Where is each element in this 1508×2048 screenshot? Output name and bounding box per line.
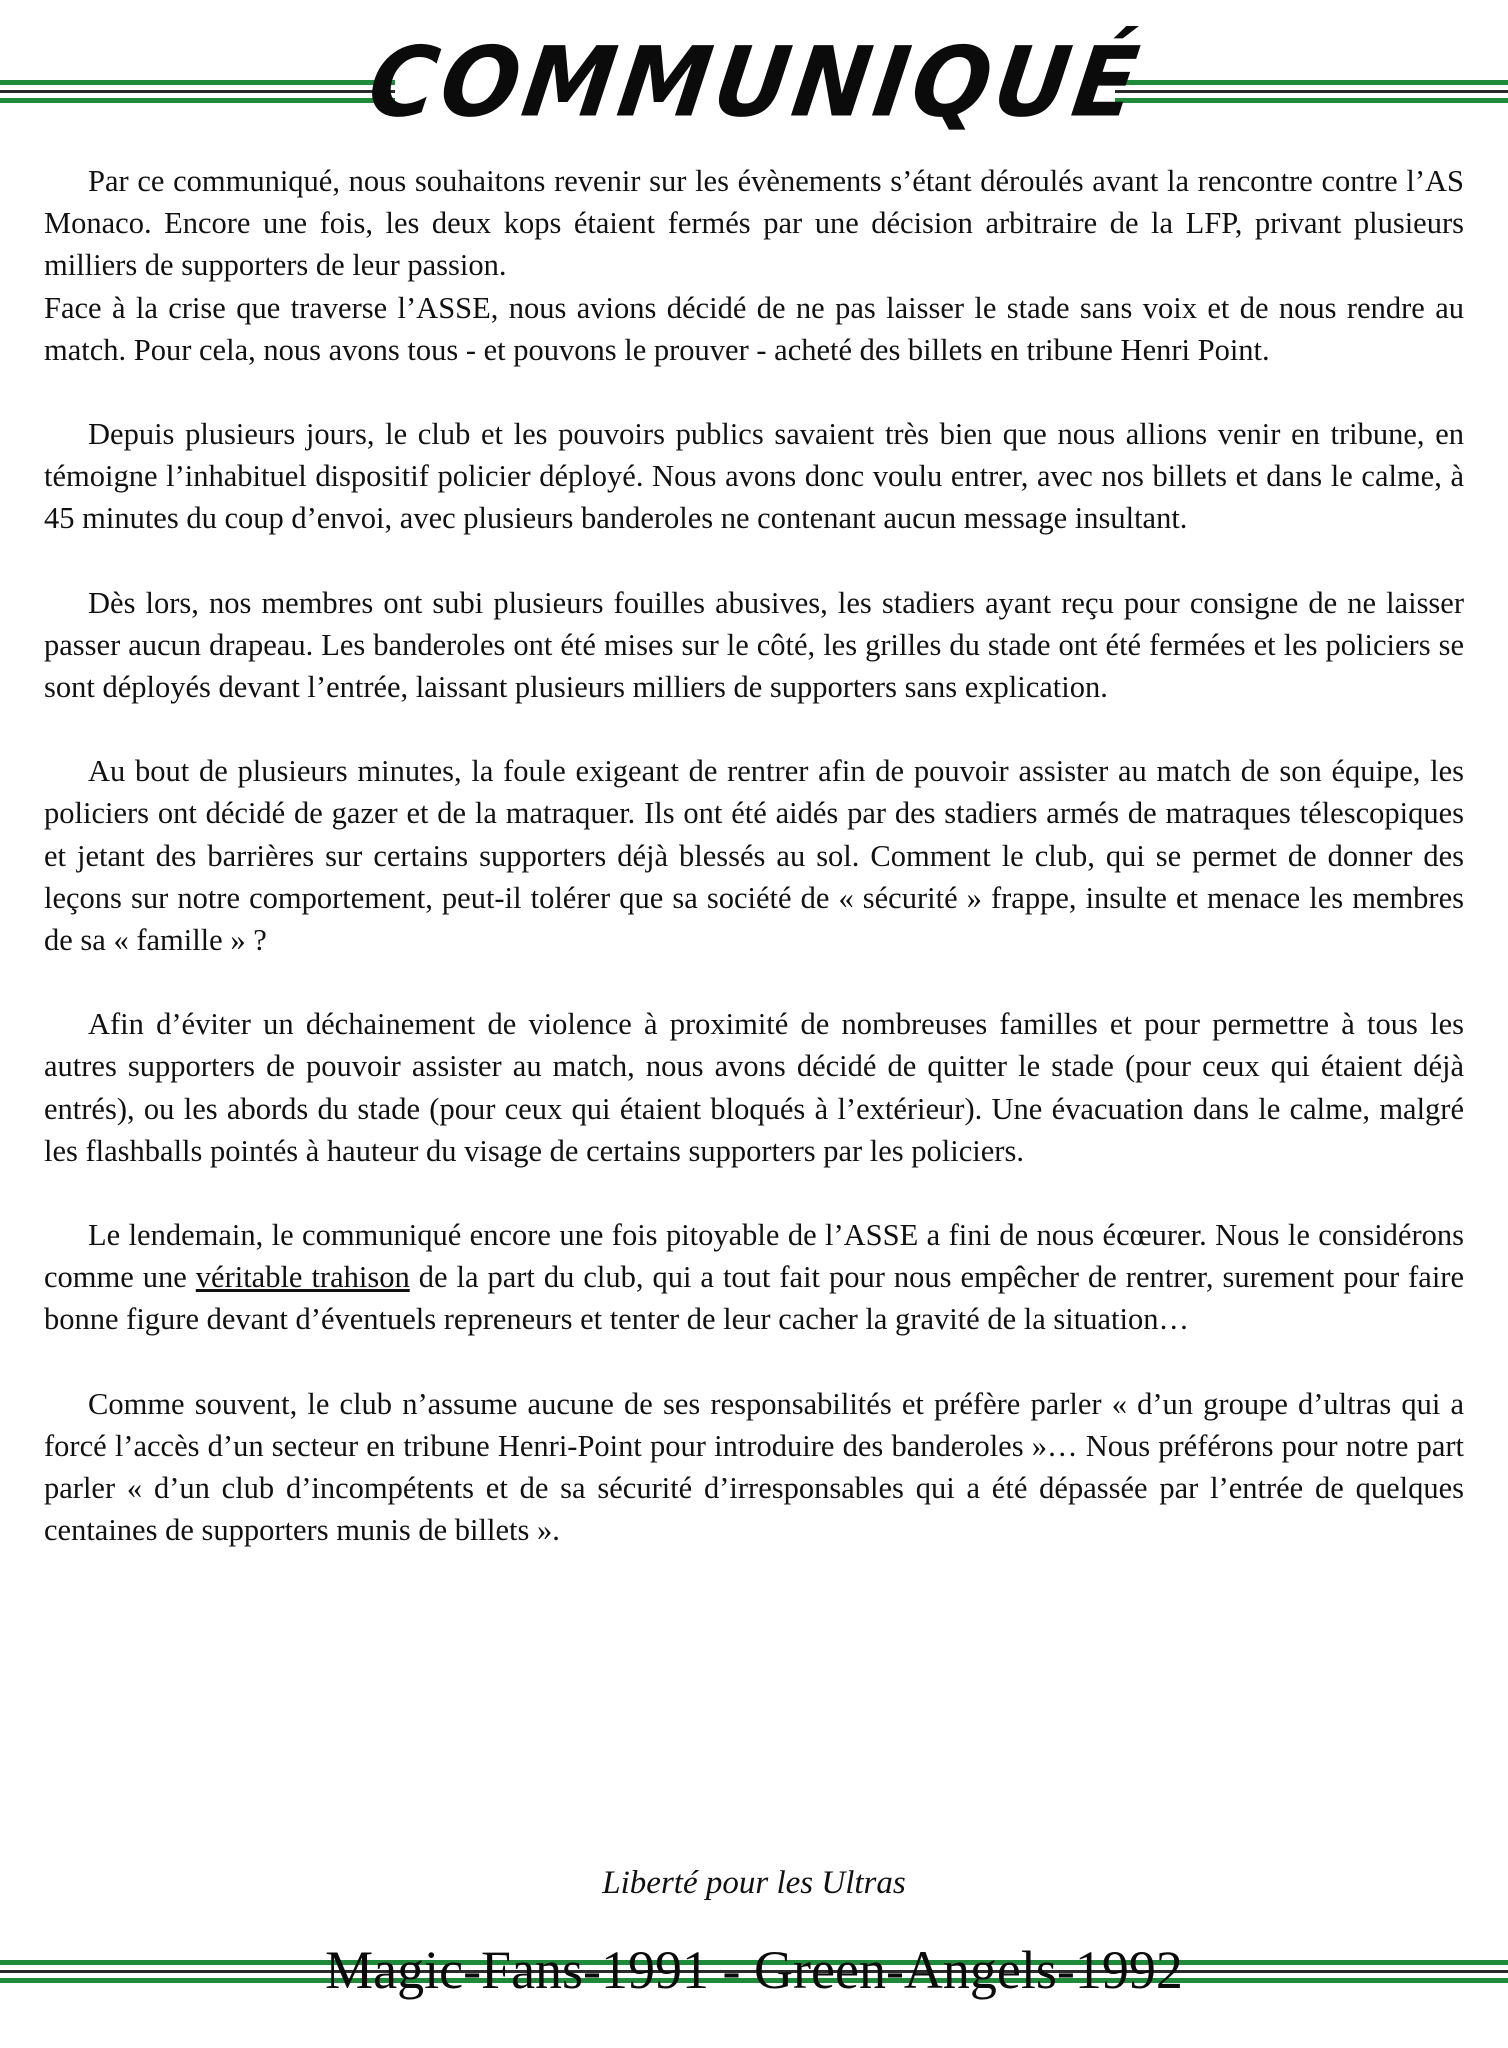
paragraph-6: Afin d’éviter un déchainement de violence à proximité de nombreuses familles et pour permettre à tous les autres supporters de pouvoir assister au match, nous avons décidé de quitter le stade (pour ceux qui étaient déjà entrés), ou les abords du stade (pour ceux qui étaient bloqués à l’extérieur). Une évacuation dans le calme, malgré les flashballs pointés à hauteur du visage de certains supporters par les policiers. (44, 1007, 1464, 1168)
footer-text-wrap (0, 1930, 1508, 2010)
communique-body (44, 160, 1464, 1593)
paragraph-7 (44, 1214, 1464, 1341)
header-banner (0, 18, 1508, 148)
signature: Liberté pour les Ultras (602, 1865, 906, 1901)
underlined-phrase: véritable trahison (195, 1260, 410, 1295)
paragraph-4: Dès lors, nos membres ont subi plusieurs fouilles abusives, les stadiers ayant reçu pour consigne de ne laisser passer aucun drapeau. Les banderoles ont été mises sur le côté, les grilles du stade ont été fermées et les policiers se sont déployés devant l’entrée, laissant plusieurs milliers de supporters sans explication. (44, 585, 1464, 705)
page-title: COMMUNIQUÉ (361, 26, 1149, 139)
title-box (361, 18, 1149, 148)
paragraph-2: Face à la crise que traverse l’ASSE, nous avions décidé de ne pas laisser le stade sans voix et de nous rendre au match. Pour cela, nous avons tous - et pouvons le prouver - acheté des billets en tribune Henri Point. (44, 290, 1464, 367)
paragraph-8: Comme souvent, le club n’assume aucune de ses responsabilités et préfère parler « d’un groupe d’ultras qui a forcé l’accès d’un secteur en tribune Henri-Point pour introduire des banderoles »… Nous préférons pour notre part parler « d’un club d’incompétents et de sa sécurité d’irresponsables qui a été dépassée par l’entrée de quelques centaines de supporters munis de billets ». (44, 1386, 1464, 1548)
paragraph-5: Au bout de plusieurs minutes, la foule exigeant de rentrer afin de pouvoir assister au match de son équipe, les policiers ont décidé de gazer et de la matraquer. Ils ont été aidés par des stadiers armés de matraques télescopiques et jetant des barrières sur certains supporters déjà blessés au sol. Comment le club, qui se permet de donner des leçons sur notre comportement, peut-il tolérer que sa société de « sécurité » frappe, insulte et menace les membres de sa « famille » ? (44, 754, 1464, 958)
paragraph-1: Par ce communiqué, nous souhaitons revenir sur les évènements s’étant déroulés avant la rencontre contre l’AS Monaco. Encore une fois, les deux kops étaient fermés par une décision arbitraire de la LFP, privant plusieurs milliers de supporters de leur passion. (44, 164, 1464, 283)
footer-banner (0, 1930, 1508, 2020)
footer-groups: Magic-Fans-1991 - Green-Angels-1992 (325, 1940, 1183, 2000)
paragraph-3: Depuis plusieurs jours, le club et les pouvoirs publics savaient très bien que nous allions venir en tribune, en témoigne l’inhabituel dispositif policier déployé. Nous avons donc voulu entrer, avec nos billets et dans le calme, à 45 minutes du coup d’envoi, avec plusieurs banderoles ne contenant aucun message insultant. (44, 417, 1464, 536)
paragraph-7-end: de la part du club, qui a tout fait pour nous empêcher de rentrer, surement pour faire bonne figure devant d’éventuels repreneurs et tenter de leur cacher la gravité de la situation… (44, 1260, 1464, 1337)
paragraph-7-start: Le lendemain, le communiqué encore une fois pitoyable de l’ASSE a fini de nous écœurer. Nous le considérons comme une (44, 1218, 1464, 1295)
